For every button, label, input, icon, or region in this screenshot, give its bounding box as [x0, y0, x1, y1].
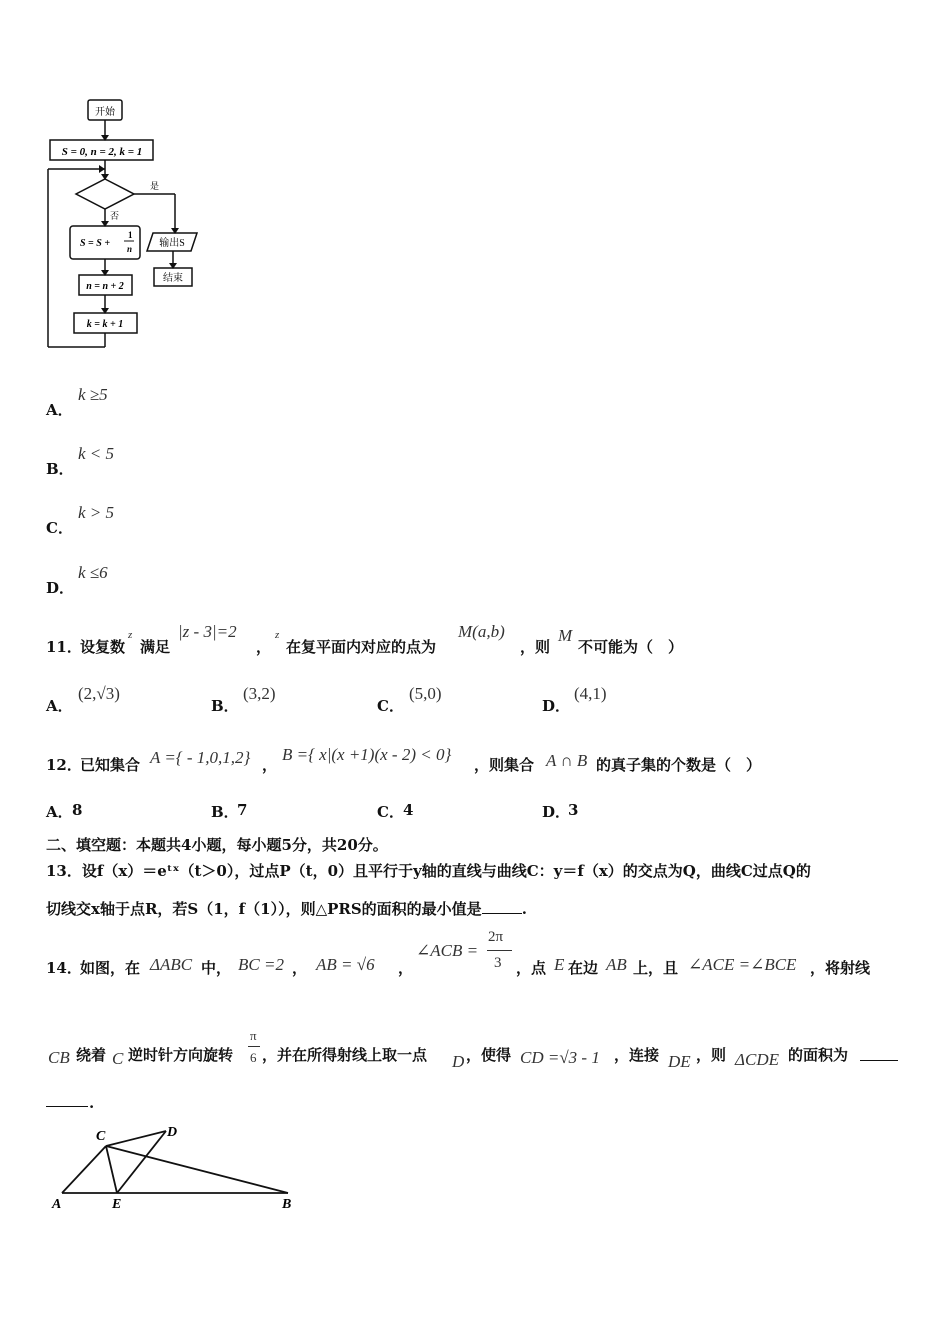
option-label: A．: [46, 697, 73, 715]
flowchart-sum-den: n: [127, 244, 133, 254]
flowchart-n-label: n = n + 2: [86, 281, 124, 292]
option-value: 8: [72, 801, 83, 819]
q14-text: ，点: [516, 959, 547, 977]
option-value: 3: [568, 801, 579, 819]
label-b: B: [282, 1197, 292, 1212]
option-label: C．: [377, 803, 404, 821]
q14-point-d: D: [452, 1052, 465, 1071]
label-e: E: [112, 1197, 122, 1212]
q12-number: 12．: [46, 756, 82, 774]
answer-blank[interactable]: [482, 913, 522, 914]
q14-segment-ab: AB: [606, 955, 627, 974]
q14-angle: ∠ACB =: [416, 941, 479, 960]
q14-text: 中，: [201, 959, 232, 977]
q14-point-c: C: [112, 1049, 124, 1068]
option-label: A．: [46, 401, 73, 419]
option-value: k > 5: [78, 503, 115, 522]
option-value: k < 5: [78, 444, 115, 463]
fraction-bar: [248, 1046, 260, 1047]
q12-text: 已知集合: [80, 756, 141, 774]
q14-text: 逆时针方向旋转: [128, 1046, 234, 1064]
option-label: D．: [46, 579, 75, 597]
flowchart-k-label: k = k + 1: [86, 319, 124, 330]
flowchart-sum-num: 1: [128, 230, 133, 240]
q11-z: z: [275, 629, 280, 641]
option-label: B．: [211, 697, 239, 715]
q14-ab: AB = √6: [316, 955, 375, 974]
q13-line2: [46, 898, 527, 919]
q14-text: ，使得: [466, 1046, 512, 1064]
q12-intersection: A ∩ B: [546, 751, 588, 770]
q14-text: 在边: [568, 959, 599, 977]
q14-triangle-cde: ΔCDE: [735, 1050, 779, 1069]
flowchart-output-label: 输出S: [159, 238, 185, 249]
option-label: B．: [211, 803, 239, 821]
option-label: A．: [46, 803, 73, 821]
q12-set-b: B ={ x|(x +1)(x - 2) < 0}: [282, 745, 452, 764]
option-label: B．: [46, 460, 74, 478]
q14-angle-den: 3: [494, 955, 502, 971]
answer-blank-continued[interactable]: [46, 1106, 88, 1107]
q13-line1: 13．设f（x）＝eᵗˣ（t＞0），过点P（t，0）且平行于y轴的直线与曲线C：y＝f（x）的交点为Q，曲线C过点Q的: [46, 862, 811, 880]
flowchart-init-label: S = 0, n = 2, k = 1: [61, 146, 143, 158]
q13-end: .: [521, 900, 527, 918]
q11-text: 设复数: [80, 638, 126, 656]
flowchart-sum-label: S = S +: [80, 238, 111, 249]
q14-bc: BC =2: [238, 955, 284, 974]
q14-text: ，将射线: [810, 959, 871, 977]
section-heading: 二、填空题：本题共4小题，每小题5分，共20分。: [46, 836, 388, 854]
segment-cb: [106, 1146, 288, 1193]
flowchart-end-label: 结束: [163, 273, 183, 284]
fraction-bar: [487, 950, 512, 951]
flowchart-yes-label: 是: [150, 181, 160, 191]
q14-text: 的面积为: [788, 1046, 849, 1064]
q12-text: ，: [262, 756, 278, 774]
q14-text: ，则: [696, 1046, 727, 1064]
q12-set-a: A ={ - 1,0,1,2}: [150, 748, 251, 767]
q14-text: ，连接: [614, 1046, 660, 1064]
q14-text: 绕着: [76, 1046, 107, 1064]
q14-text: ，: [398, 959, 414, 977]
segment-ce: [106, 1146, 117, 1193]
option-label: C．: [377, 697, 404, 715]
segment-ac: [62, 1146, 106, 1193]
q13-line2-text: 切线交x轴于点R，若S（1，f（1）），则△PRS的面积的最小值是: [46, 900, 482, 918]
q14-point-e: E: [554, 955, 565, 974]
q14-rot-den: 6: [250, 1050, 257, 1065]
q12-text: ，则集合: [474, 756, 535, 774]
flowchart-no-label: 否: [110, 211, 120, 221]
q11-text: 在复平面内对应的点为: [286, 638, 437, 656]
segment-de: [117, 1131, 166, 1193]
option-value: 4: [403, 801, 414, 819]
q11-text: 满足: [140, 638, 171, 656]
q14-end: .: [89, 1094, 95, 1112]
q11-text: ，: [256, 638, 272, 656]
option-value: (3,2): [243, 684, 276, 703]
option-value: k ≥5: [78, 385, 108, 404]
flowchart-decision-diamond: [76, 179, 134, 209]
q14-triangle: ΔABC: [150, 955, 193, 974]
q14-segment-de: DE: [668, 1052, 691, 1071]
q11-text: 不可能为（ ）: [578, 638, 684, 656]
q14-cd: CD =√3 - 1: [520, 1048, 600, 1067]
option-value: (4,1): [574, 684, 607, 703]
flowchart: [40, 95, 210, 355]
option-value: 7: [237, 801, 248, 819]
option-label: D．: [542, 803, 571, 821]
option-value: (2,√3): [78, 684, 120, 703]
q14-angle-eq: ∠ACE =∠BCE: [688, 955, 797, 974]
q14-rot-num: π: [250, 1028, 257, 1043]
q14-ray-cb: CB: [48, 1048, 70, 1067]
option-value: (5,0): [409, 684, 442, 703]
option-value: k ≤6: [78, 563, 108, 582]
q11-text: ，则: [520, 638, 551, 656]
q11-z: z: [128, 629, 133, 641]
option-label: C．: [46, 519, 73, 537]
option-label: D．: [542, 697, 571, 715]
label-a: A: [52, 1197, 62, 1212]
answer-blank[interactable]: [860, 1060, 898, 1061]
q11-point: M(a,b): [458, 622, 505, 641]
flowchart-start-label: 开始: [95, 107, 115, 118]
q14-text: 如图，在: [80, 959, 141, 977]
q14-number: 14．: [46, 959, 82, 977]
q11-m: M: [558, 626, 573, 645]
q11-number: 11．: [46, 638, 82, 656]
q14-text: ，: [292, 959, 308, 977]
triangle-figure: [44, 1120, 304, 1215]
q12-text: 的真子集的个数是（ ）: [596, 756, 762, 774]
label-c: C: [96, 1129, 106, 1144]
q14-angle-num: 2π: [488, 929, 504, 945]
q11-condition: |z - 3|=2: [178, 622, 237, 641]
label-d: D: [167, 1125, 178, 1140]
q14-text: ，并在所得射线上取一点: [262, 1046, 428, 1064]
q14-text: 上，且: [633, 959, 679, 977]
